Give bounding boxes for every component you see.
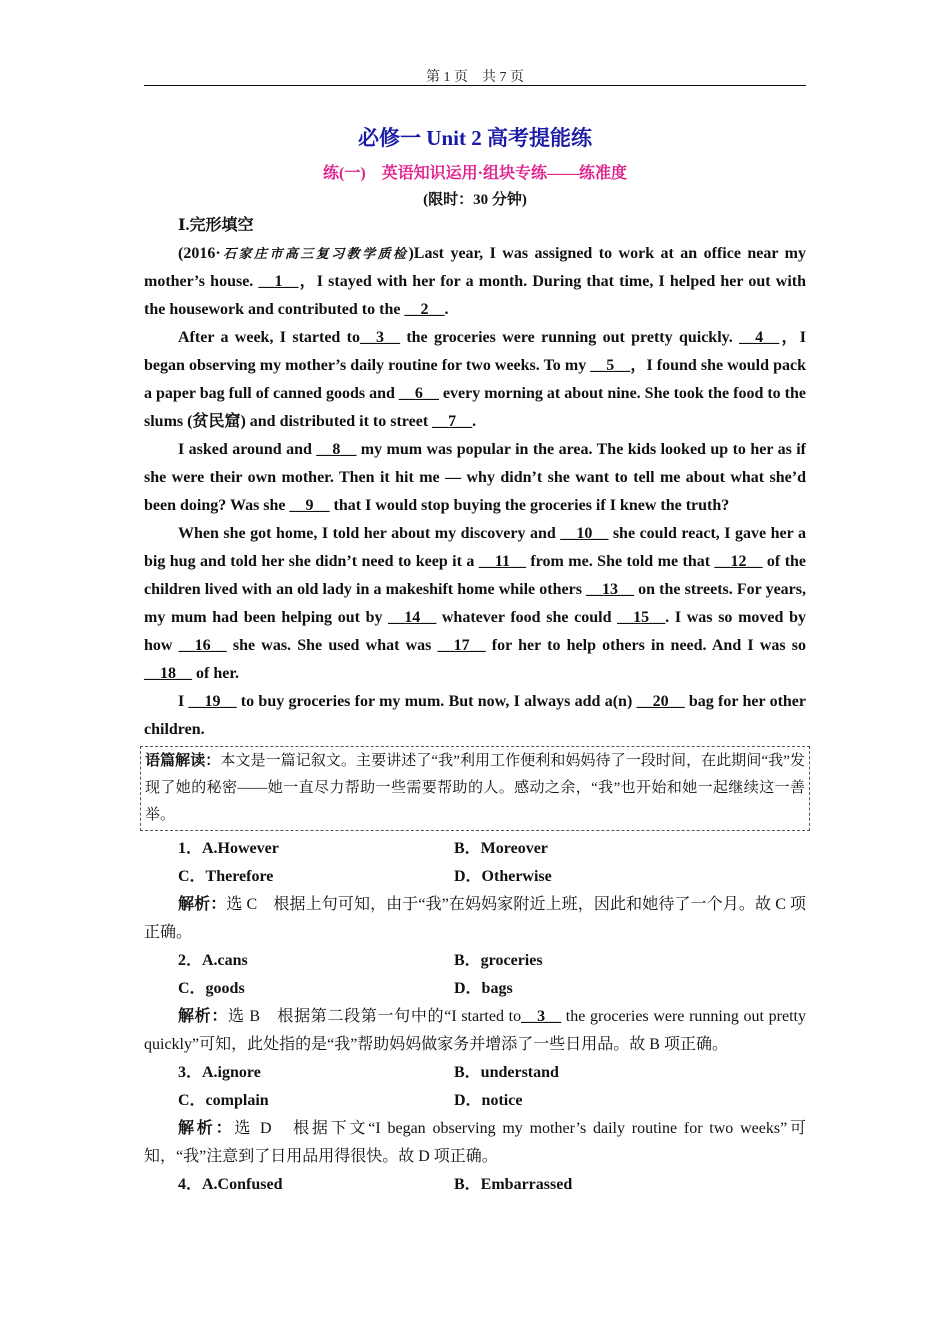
section-title: Ⅰ.完形填空	[178, 217, 254, 234]
blank-11: __11__	[478, 553, 526, 570]
question-1-options-row-2	[144, 863, 806, 891]
question-4-options-row-1	[144, 1171, 806, 1199]
blank-13: __13__	[586, 581, 635, 598]
question-3-options-row-2	[144, 1087, 806, 1115]
blank-15: __15__	[617, 609, 666, 626]
option-a: 1．A.However	[178, 840, 279, 857]
analysis-text: 本文是一篇记叙文。主要讲述了“我”利用工作便利和妈妈待了一段时间，在此期间“我”发现了她的秘密——她一直尽力帮助一些需要帮助的人。感动之余，“我”也开始和她一起继续这一善举。	[145, 753, 805, 823]
blank-18: __18__	[144, 665, 192, 682]
blank-14: __14__	[388, 609, 437, 626]
option-c: C．goods	[178, 980, 245, 997]
blank-7: __7__	[432, 413, 473, 430]
option-a: 3．A.ignore	[178, 1064, 261, 1081]
option-a: 2．A.cans	[178, 952, 248, 969]
question-1-options-row-1	[144, 835, 806, 863]
document-subtitle	[144, 160, 806, 183]
question-2-options-row-1	[144, 947, 806, 975]
blank-4: __4__	[739, 329, 780, 346]
question-2-explanation: 解析：选 B 根据第二段第一句中的“I started to__3__ the groceries were running out pretty quickly”可知，此处指的是“我”帮助妈妈做家务并增添了一些日用品。故 B 项正确。	[144, 1008, 806, 1053]
blank-12: __12__	[714, 553, 763, 570]
blank-20: __20__	[636, 693, 685, 710]
page-header: 第 1 页 共 7 页	[426, 70, 524, 85]
blank-8: __8__	[316, 441, 357, 458]
blank-2: __2__	[404, 301, 445, 318]
subtitle-topic: 英语知识运用·组块专练——练准度	[381, 165, 627, 182]
question-2-options-row-2	[144, 975, 806, 1003]
blank-19: __19__	[188, 693, 237, 710]
blank-10: __10__	[560, 525, 609, 542]
question-3-options-row-1	[144, 1059, 806, 1087]
question-1-explanation: 解析：选 C 根据上句可知，由于“我”在妈妈家附近上班，因此和她待了一个月。故 C 项正确。	[144, 896, 806, 941]
passage-analysis-box	[140, 746, 810, 831]
passage-paragraph-2: After a week, I started to__3__ the groceries were running out pretty quickly. __4__，I began observing my mother’s daily routine for two weeks. To my __5__，I found she would pack a paper bag full of canned goods and __6__ every morning at about nine. She took the food to the slums (贫民窟) and distributed it to street __7__.	[144, 329, 807, 430]
blank-17: __17__	[437, 637, 486, 654]
option-a: 4．A.Confused	[178, 1176, 283, 1193]
blank-16: __16__	[178, 637, 227, 654]
blank-6: __6__	[398, 385, 439, 402]
option-b: B．Moreover	[454, 840, 548, 857]
option-d: D．Otherwise	[454, 868, 552, 885]
option-d: D．bags	[454, 980, 513, 997]
option-c: C．complain	[178, 1092, 269, 1109]
option-b: B．groceries	[454, 952, 543, 969]
option-b: B．understand	[454, 1064, 559, 1081]
blank-9: __9__	[289, 497, 330, 514]
passage-paragraph-5: I __19__ to buy groceries for my mum. But now, I always add a(n) __20__ bag for her other children.	[144, 693, 807, 738]
blank-3-reference: __3__	[521, 1008, 562, 1025]
source-label: 石家庄市高三复习教学质检	[220, 246, 409, 261]
document-title: 必修一 Unit 2 高考提能练	[358, 126, 592, 150]
subtitle-part: 练(一)	[322, 165, 366, 182]
document-body	[144, 212, 806, 1199]
blank-5: __5__	[590, 357, 631, 374]
option-d: D．notice	[454, 1092, 523, 1109]
question-3-explanation: 解析：选 D 根据下文“I began observing my mother’s daily routine for two weeks”可知，“我”注意到了日用品用得很快。故 D 项正确。	[144, 1120, 806, 1165]
passage-paragraph-4: When she got home, I told her about my discovery and __10__ she could react, I gave her a big hug and told her she didn’t need to keep it a __11__ from me. She told me that __12__ of the children lived with an old lady in a makeshift home while others __13__ on the streets. For years, my mum had been helping out by __14__ whatever food she could __15__. I was so moved by how __16__ she was. She used what was __17__ for her to help others in need. And I was so __18__ of her.	[144, 525, 807, 682]
blank-1: __1__	[258, 273, 299, 290]
option-b: B．Embarrassed	[454, 1176, 573, 1193]
passage-paragraph-3: I asked around and __8__ my mum was popular in the area. The kids looked up to her as if she were their own mother. Then it hit me — why didn’t she want to tell me about what she’d been doing? Was she __9__ that I would stop buying the groceries if I knew the truth?	[144, 441, 806, 514]
header-divider	[144, 85, 806, 86]
time-limit: (限时：30 分钟)	[423, 192, 527, 208]
analysis-label: 语篇解读：	[145, 753, 221, 769]
blank-3: __3__	[360, 329, 400, 346]
passage-paragraph-1: (2016·石家庄市高三复习教学质检)Last year, I was assigned to work at an office near my mother’s house. __1__，I stayed with her for a month. During that time, I helped her out with the housework and contributed to the __2__.	[144, 245, 806, 318]
option-c: C．Therefore	[178, 868, 274, 885]
